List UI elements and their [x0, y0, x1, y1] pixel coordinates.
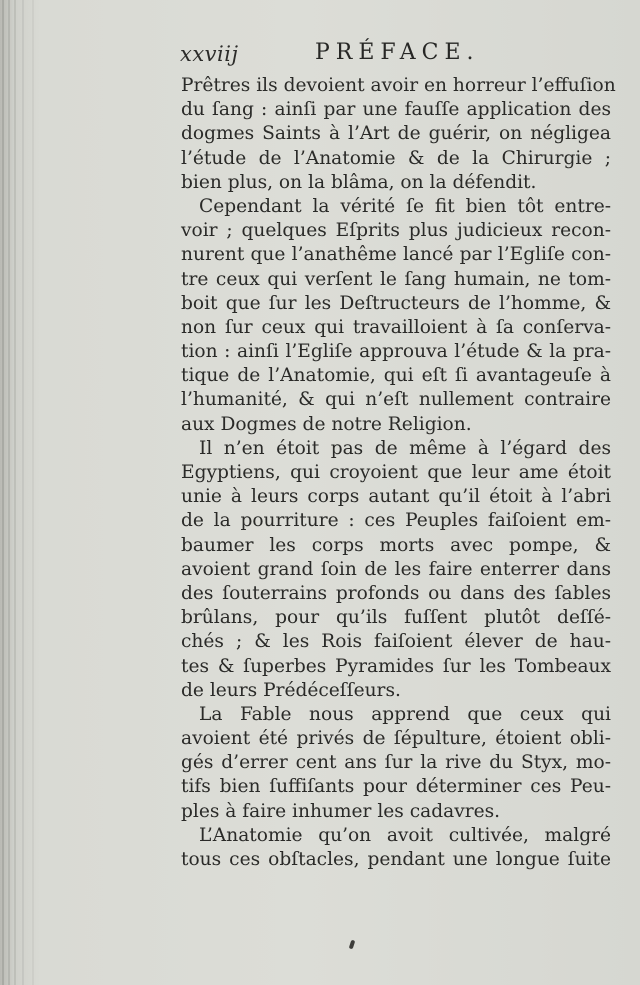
text-line: chés ; & les Rois faiſoient élever de hau-: [181, 631, 611, 653]
page-edge: [8, 0, 10, 985]
text-line: aux Dogmes de notre Religion.: [181, 413, 472, 435]
text-line: tifs bien ſuffiſants pour déterminer ces Peu-: [181, 776, 611, 798]
text-line: nurent que l’anathême lancé par l’Egliſe con-: [181, 244, 611, 266]
running-head: [180, 42, 510, 72]
text-line: avoient été privés de ſépulture, étoient obli-: [181, 728, 611, 750]
text-line: bien plus, on la blâma, on la défendit.: [181, 171, 537, 193]
text-line: Prêtres ils devoient avoir en horreur l’effuſion: [181, 75, 616, 96]
page-edge: [2, 0, 4, 985]
text-line: non ſur ceux qui travailloient à ſa conſerva-: [181, 316, 611, 338]
text-line: l’humanité, & qui n’eſt nullement contraire: [181, 389, 611, 411]
text-line: tique de l’Anatomie, qui eſt ſi avantageuſe à: [181, 365, 611, 387]
ink-speck: [349, 940, 356, 950]
text-line: des ſouterrains profonds ou dans des ſables: [181, 582, 611, 604]
text-line: baumer les corps morts avec pompe, &: [181, 534, 611, 556]
text-line: ples à faire inhumer les cadavres.: [181, 800, 501, 822]
text-line: de la pourriture : ces Peuples faiſoient em-: [181, 510, 611, 532]
page-number: xxviij: [180, 42, 239, 66]
text-line: tre ceux qui verſent le ſang humain, ne tom-: [181, 268, 611, 290]
running-title: PRÉFACE.: [315, 40, 480, 65]
text-line: du ſang : ainſi par une fauſſe application des: [181, 99, 611, 121]
text-line: avoient grand ſoin de les faire enterrer dans: [181, 558, 611, 580]
text-line: tes & ſuperbes Pyramides ſur les Tombeaux: [181, 655, 611, 677]
text-line: La Fable nous apprend que ceux qui: [199, 703, 611, 725]
text-line: Cependant la vérité ſe fit bien tôt entre-: [199, 195, 611, 217]
text-line: tous ces obſtacles, pendant une longue ſuite: [181, 849, 611, 870]
page-edge: [22, 0, 24, 985]
text-line: voir ; quelques Eſprits plus judicieux recon-: [181, 220, 611, 242]
body-text: [181, 74, 616, 872]
text-line: dogmes Saints à l’Art de guérir, on négligea: [181, 123, 611, 145]
text-line: L’Anatomie qu’on avoit cultivée, malgré: [199, 824, 611, 846]
text-line: brûlans, pour qu’ils fuſſent plutôt deſſé-: [181, 607, 611, 629]
text-line: Egyptiens, qui croyoient que leur ame étoit: [181, 462, 611, 483]
text-line: tion : ainſi l’Egliſe approuva l’étude & la pra-: [181, 341, 611, 363]
text-line: de leurs Prédéceſſeurs.: [181, 679, 401, 701]
text-line: gés d’errer cent ans ſur la rive du Styx, mo-: [181, 752, 611, 774]
text-line: boit que ſur les Deſtructeurs de l’homme, &: [181, 292, 611, 314]
page-edge: [32, 0, 34, 985]
page-edge: [14, 0, 16, 985]
text-line: Il n’en étoit pas de même à l’égard des: [199, 437, 611, 459]
text-line: l’étude de l’Anatomie & de la Chirurgie ;: [181, 147, 611, 169]
text-line: unie à leurs corps autant qu’il étoit à l’abri: [181, 486, 611, 508]
